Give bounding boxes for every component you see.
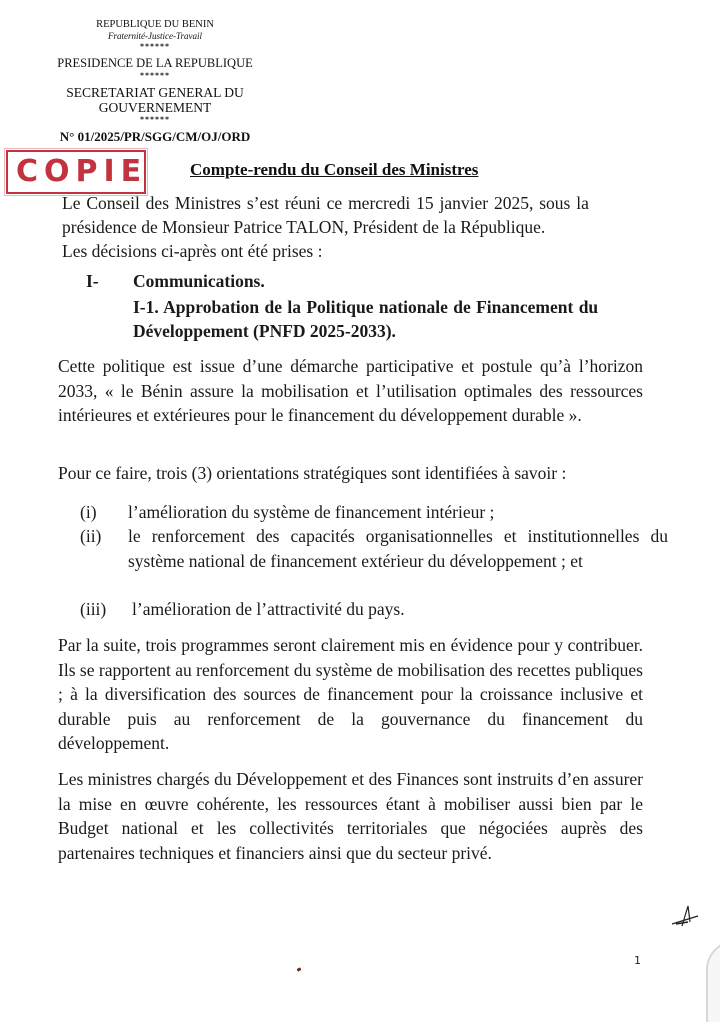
orientation-text: l’amélioration de l’attractivité du pays. (132, 599, 405, 619)
letterhead (30, 18, 280, 145)
orientation-number: (iii) (80, 599, 107, 619)
intro-line-1: Le Conseil des Ministres s’est réuni ce mercredi 15 janvier 2025, sous la (62, 193, 589, 213)
orientation-text: le renforcement des capacités organisationnelles et institutionnelles du système national de financement extérieur du développement ; et (128, 526, 668, 571)
paragraph-policy-vision: Cette politique est issue d’une démarche participative et postule qu’à l’horizon 2033, « le Bénin assure la mobilisation et l’utilisation optimales des ressources intérieures et extérieures pour le financement du développement durable ». (58, 356, 643, 425)
intro-line-3: Les décisions ci-après ont été prises : (62, 241, 323, 261)
copy-stamp: COPIE (6, 150, 146, 194)
orientation-item (80, 597, 670, 622)
secretariat-name-line1: SECRETARIAT GENERAL DU (66, 85, 244, 100)
page-number: 1 (634, 954, 641, 967)
orientation-number: (ii) (80, 526, 102, 546)
subsection-title-line2: Développement (PNFD 2025-2033). (133, 321, 396, 341)
orientation-number: (i) (80, 502, 97, 522)
presidency-name: PRESIDENCE DE LA REPUBLIQUE (57, 56, 253, 70)
separator-stars: ****** (140, 42, 170, 51)
separator-stars: ****** (140, 71, 170, 80)
section-title: Communications. (133, 271, 265, 291)
scan-speck (297, 967, 302, 972)
paragraph-ministers-instructions: Les ministres chargés du Développement et des Finances sont instruits d’en assurer la mise en œuvre cohérente, les ressources étant à mobiliser aussi bien par le Budget national et les collectivités territoriales que négociées auprès des partenaires techniques et financiers ainsi que du secteur privé. (58, 769, 643, 863)
paragraph-orientations-intro: Pour ce faire, trois (3) orientations stratégiques sont identifiées à savoir : (58, 463, 567, 483)
page-curl (706, 940, 720, 1022)
intro-line-2: présidence de Monsieur Patrice TALON, Président de la République. (62, 217, 546, 237)
national-motto: Fraternité-Justice-Travail (108, 31, 202, 41)
orientation-item (80, 524, 670, 599)
orientation-text: l’amélioration du système de financement intérieur ; (128, 502, 495, 522)
signature-initial-icon (668, 902, 708, 932)
separator-stars: ****** (140, 115, 170, 124)
paragraph-programmes: Par la suite, trois programmes seront clairement mis en évidence pour y contribuer. Ils se rapportent au renforcement du système de mobilisation des recettes publiques ; à la diversification des sources de financement pour la croissance inclusive et durable puis au renforcement de la gouvernance du financement du développement. (58, 635, 643, 753)
secretariat-name-line2: GOUVERNEMENT (98, 100, 212, 115)
country-name: REPUBLIQUE DU BENIN (96, 19, 214, 30)
document-title: Compte-rendu du Conseil des Ministres (190, 160, 479, 179)
section-number: I- (86, 271, 99, 291)
orientation-item (80, 500, 670, 525)
document-reference: N° 01/2025/PR/SGG/CM/OJ/ORD (59, 129, 251, 144)
subsection-title-line1: I-1. Approbation de la Politique nationale de Financement du (133, 297, 599, 317)
